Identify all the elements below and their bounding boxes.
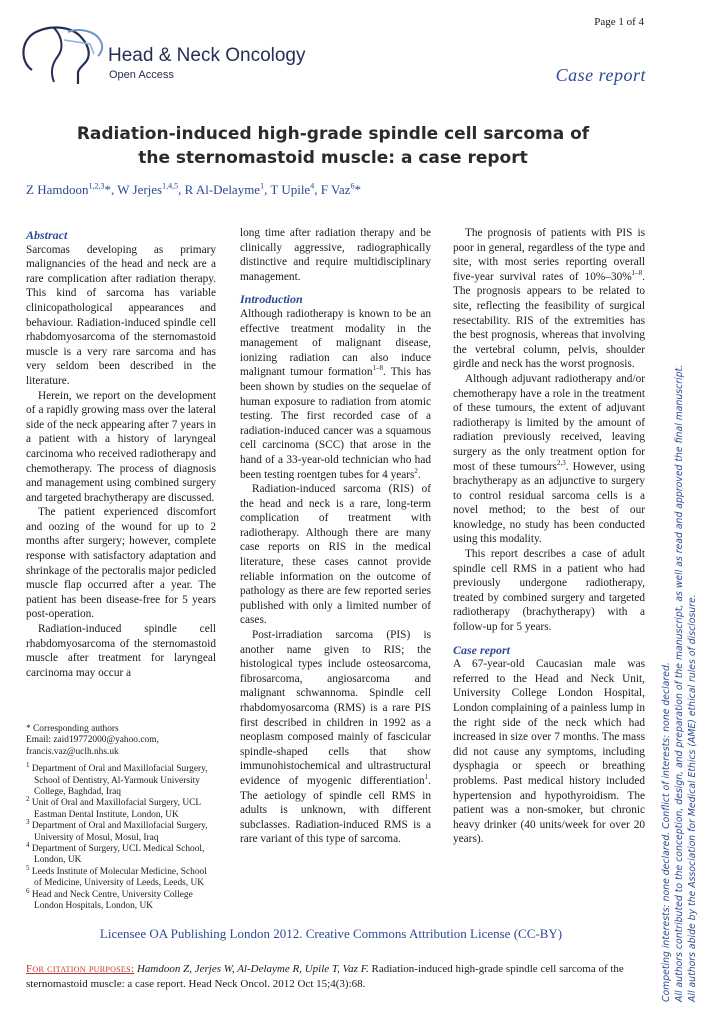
title-line-2: the sternomastoid muscle: a case report: [138, 148, 528, 168]
affiliation-4: $^4$ Department of Surgery, UCL Medical School, London, UK: [26, 840, 205, 866]
sidebar-line-2: All authors contributed to the conception, design, and preparation of the manuscript, as well as read and approved the final manuscript.: [674, 364, 685, 1002]
author-1: Z Hamdoon$^{1,2,3}$*,: [26, 181, 118, 197]
title-line-1: Radiation-induced high-grade spindle cell sarcoma of: [76, 124, 590, 144]
article-title: [30, 122, 636, 170]
abstract-heading: Abstract: [26, 228, 68, 242]
case-report-heading: Case report: [453, 642, 510, 657]
col2-paragraph-2: Although radiotherapy is known to be an effective treatment modality in the management of malignant disease, ionizing radiation can also induce malignant tumour formation$^{1-8}$. This has been shown by studies on the sequelae of human exposure to radiation from atomic testing. The first recorded case of a radiation-induced cancer was a squamous cell carcinoma (SCC) that arose in the hand of a 33-year-old technician who had been testing roentgen tubes for 4 years$^2$.: [240, 307, 431, 481]
email-1: Email: zaid19772000@yahoo.com,: [26, 735, 159, 746]
col3-paragraph-3: This report describes a case of adult spindle cell RMS in a patient who had previously undergone radiotherapy, treated by combined surgery and targeted radiotherapy (brachytherapy) with a follow-up for 5 years.: [453, 548, 645, 634]
affiliation-3: $^3$ Department of Oral and Maxillofacial Surgery, University of Mosul, Mosul, Iraq: [26, 818, 208, 843]
journal-access: Open Access: [109, 69, 174, 81]
sidebar-line-3: All authors abide by the Association for Medical Ethics (AME) ethical rules of disclosure.: [687, 594, 698, 1002]
author-2: W Jerjes$^{1,4,5}$,: [117, 181, 185, 197]
corresponding-note: * Corresponding authors: [26, 724, 119, 734]
body-column-3: [453, 226, 645, 847]
affiliation-5: $^5$ Leeds Institute of Molecular Medicine, School of Medicine, University of Leeds, Leeds, UK: [26, 863, 207, 889]
col3-paragraph-4: A 67-year-old Caucasian male was referred to the Head and Neck Unit, University College London Hospital, London complaining of a painless lump in the right side of the neck which had increased in size over 7 months. The mass did not cause any symptoms, including dysphagia or speech or breathing problems. Past medical history included hypertension and hypothyroidism. The patient was a non-smoker, but chronic heavy drinker (40 units/week for over 20 years).: [453, 658, 645, 846]
col3-paragraph-1: The prognosis of patients with PIS is poor in general, regardless of the type and site, with most series reporting overall five-year survival rates of 10%–30%$^{1-8}$. The prognosis appears to be related to site, reflecting the feasibility of surgical resectability. RIS of the extremities has the best prognosis, whereas that involving the vertebral column, pelvis, shoulder girdle and neck has the worst prognosis.: [453, 227, 645, 371]
col3-paragraph-2: Although adjuvant radiotherapy and/or chemotherapy have a role in the treatment of these tumours, the extent of adjuvant radiotherapy is limited by the amount of radiation previously received, leaving surgery as the only treatment option for most of these tumours$^{2,3}$. However, using brachytherapy as an adjunctive to surgery to control residual sarcoma cells is a novel method; to the best of our knowledge, no study has been conducted using this modality.: [453, 372, 645, 546]
journal-name: Head & Neck Oncology: [108, 45, 306, 66]
author-4: T Upile$^4$,: [270, 181, 321, 197]
abstract-paragraph-4: Radiation-induced spindle cell rhabdomyosarcoma of the sternomastoid muscle after treatment for laryngeal carcinoma may occur a: [26, 623, 216, 679]
citation-label: For citation purposes:: [26, 963, 135, 975]
col2-paragraph-3: Radiation-induced sarcoma (RIS) of the head and neck is a rare, long-term complication of treatment with radiotherapy. Although there are many case reports on RIS in the medical literature, these cases cannot provide reliable information on the outcome of pathology as there are few reported series published with only a limited number of cases.: [240, 483, 431, 627]
abstract-paragraph-3: The patient experienced discomfort and oozing of the wound for up to 2 months after surgery; however, complete response with satisfactory adaptation and shrinkage of the pectoralis major pedicled muscle flap occurred after a year. The patient has been disease-free for 5 years post-operation.: [26, 506, 216, 621]
citation-text: Radiation-induced high-grade spindle cell sarcoma of the sternomastoid muscle: a case report. Head Neck Oncol. 2012 Oct 15;4(3):68.: [26, 963, 624, 990]
license-line: Licensee OA Publishing London 2012. Creative Commons Attribution License (CC-BY): [99, 926, 563, 941]
competing-interests-sidebar: [660, 302, 699, 1002]
page-number: Page 1 of 4: [594, 16, 644, 28]
introduction-heading: Introduction: [240, 292, 303, 307]
abstract-paragraph-2: Herein, we report on the development of a rapidly growing mass over the lateral side of the neck appearing after 7 years in a patient with a history of laryngeal carcinoma who received radiotherapy and chemotherapy. The process of diagnosis and management using combined surgery and targeted brachytherapy are discussed.: [26, 389, 216, 504]
footnotes: [26, 724, 216, 913]
body-column-2: [240, 226, 431, 847]
author-3: R Al-Delayme$^1$,: [184, 181, 271, 197]
affiliation-6: $^6$ Head and Neck Centre, University College London Hospitals, London, UK: [26, 886, 193, 912]
email-2: francis.vaz@uclh.nhs.uk: [26, 746, 119, 757]
section-label: Case report: [555, 65, 646, 85]
author-list: [26, 182, 361, 198]
affiliation-1: $^1$ Department of Oral and Maxillofacial Surgery, School of Dentistry, Al-Yarmouk University College, Baghdad, Iraq: [26, 761, 208, 798]
citation-block: [26, 962, 644, 992]
abstract-paragraph-1: Sarcomas developing as primary malignancies of the head and neck are a rare complication after radiation therapy. This kind of sarcoma has variable clinicopathological appearances and behaviour. Radiation-induced spindle cell rhabdomyosarcoma of the sternomastoid muscle is a very rare sarcoma and has very seldom been described in the literature.: [26, 243, 216, 387]
sidebar-line-1: Competing interests: none declared. Conflict of interests: none declared.: [661, 662, 672, 1002]
author-5: F Vaz$^6$*: [320, 181, 361, 197]
col2-paragraph-1: long time after radiation therapy and be clinically aggressive, radiographically distinctive and require multidisciplinary management.: [240, 227, 431, 283]
abstract-column: [26, 226, 216, 680]
col2-paragraph-4: Post-irradiation sarcoma (PIS) is another name given to RIS; the histological types include osteosarcoma, fibrosarcoma, angiosarcoma and malignant schwannoma. Spindle cell rhabdomyosarcoma (RMS) is a rare PIS first described in children in 1992 as a neoplasm composed mainly of fascicular spindle-shaped cells that show immunohistochemical and ultrastructural evidence of myogenic differentiation$^1$. The aetiology of spindle cell RMS in adults is unknown, with different subclasses. Radiation-induced RMS is a rare variant of this type of sarcoma.: [240, 629, 431, 846]
affiliation-2: $^2$ Unit of Oral and Maxillofacial Surgery, UCL Eastman Dental Institute, London, UK: [26, 795, 201, 820]
citation-authors: Hamdoon Z, Jerjes W, Al-Delayme R, Upile T, Vaz F.: [136, 963, 369, 975]
